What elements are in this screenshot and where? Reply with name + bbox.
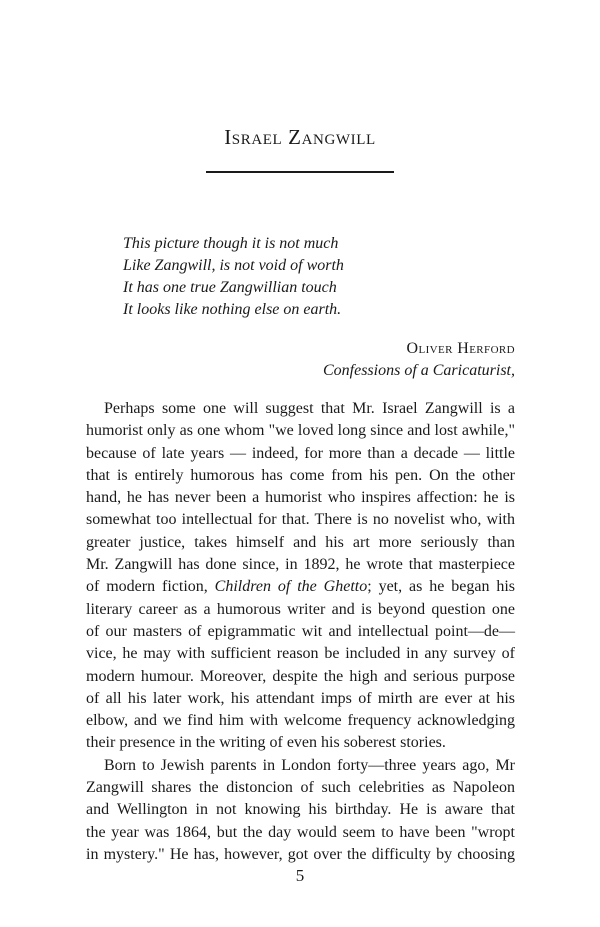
- epigraph-line: It has one true Zangwillian touch: [123, 279, 337, 296]
- epigraph-line: It looks like nothing else on earth.: [123, 301, 342, 318]
- page-number: 5: [295, 866, 305, 885]
- epigraph-line: Like Zangwill, is not void of worth: [123, 257, 344, 274]
- paragraph-1-line: [86, 509, 515, 531]
- title-divider: [206, 171, 394, 173]
- paragraph-2-line: the year was 1864, but the day would seem to have been "wropt: [86, 823, 515, 841]
- epigraph-line: This picture though it is not much: [123, 235, 339, 252]
- paragraph-1-line: their presence in the writing of even his soberest stories.: [86, 734, 446, 752]
- epigraph-author: Oliver Herford: [406, 340, 515, 357]
- paragraph-1-line-with-title: of modern fiction, Children of the Ghetto; yet, as he began his: [86, 578, 516, 596]
- paragraph-2-line: Born to Jewish parents in London forty—three years ago, Mr: [104, 756, 515, 774]
- paragraph-1-line: literary career as a humorous writer and is beyond question one: [86, 600, 515, 618]
- epigraph-attribution: [323, 338, 515, 382]
- paragraph-1-line: Mr. Zangwill has done since, in 1892, he wrote that masterpiece: [86, 556, 515, 574]
- paragraph-1-line: of our masters of epigrammatic wit and intellectual point—de—: [86, 622, 515, 640]
- paragraph-1-line: modern humour. Moreover, despite the high and serious purpose: [86, 667, 515, 685]
- paragraph-1-line: that is entirely humorous has come from his pen. On the other: [86, 466, 515, 484]
- paragraph-2-line: Zangwill shares the distoncion of such celebrities as Napoleon: [86, 779, 515, 797]
- book-title: Children of the Ghetto: [214, 578, 368, 596]
- paragraph-1-line: humorist only as one whom "we loved long since and lost awhile,": [86, 422, 515, 440]
- epigraph-verse: [123, 233, 483, 321]
- paragraph-1-line: because of late years — indeed, for more than a decade — little: [86, 444, 515, 462]
- paragraph-2-line: in mystery." He has, however, got over the difficulty by choosing: [86, 845, 515, 863]
- paragraph-1-line: Perhaps some one will suggest that Mr. Israel Zangwill is a: [104, 400, 515, 417]
- paragraph-1-line: of all his later work, his attendant imps of mirth are ever at his: [86, 689, 515, 707]
- paragraph-2-line: and Wellington in not knowing his birthday. He is aware that: [86, 801, 515, 819]
- paragraph-1-line-text: somewhat too intellectual for that. There is no novelist who, with: [86, 511, 515, 529]
- paragraph-1-line: greater justice, takes himself and his art more seriously than: [86, 533, 515, 551]
- paragraph-1-line: elbow, and we find him with welcome frequency acknowledging: [86, 712, 515, 730]
- epigraph-source: Confessions of a Caricaturist,: [322, 362, 515, 379]
- body-text: [86, 398, 515, 866]
- chapter-title: Israel Zangwill: [224, 125, 376, 149]
- paragraph-1-line: vice, he may with sufficient reason be included in any survey of: [86, 645, 515, 663]
- paragraph-1-line: hand, he has never been a humorist who inspires affection: he is: [86, 489, 515, 507]
